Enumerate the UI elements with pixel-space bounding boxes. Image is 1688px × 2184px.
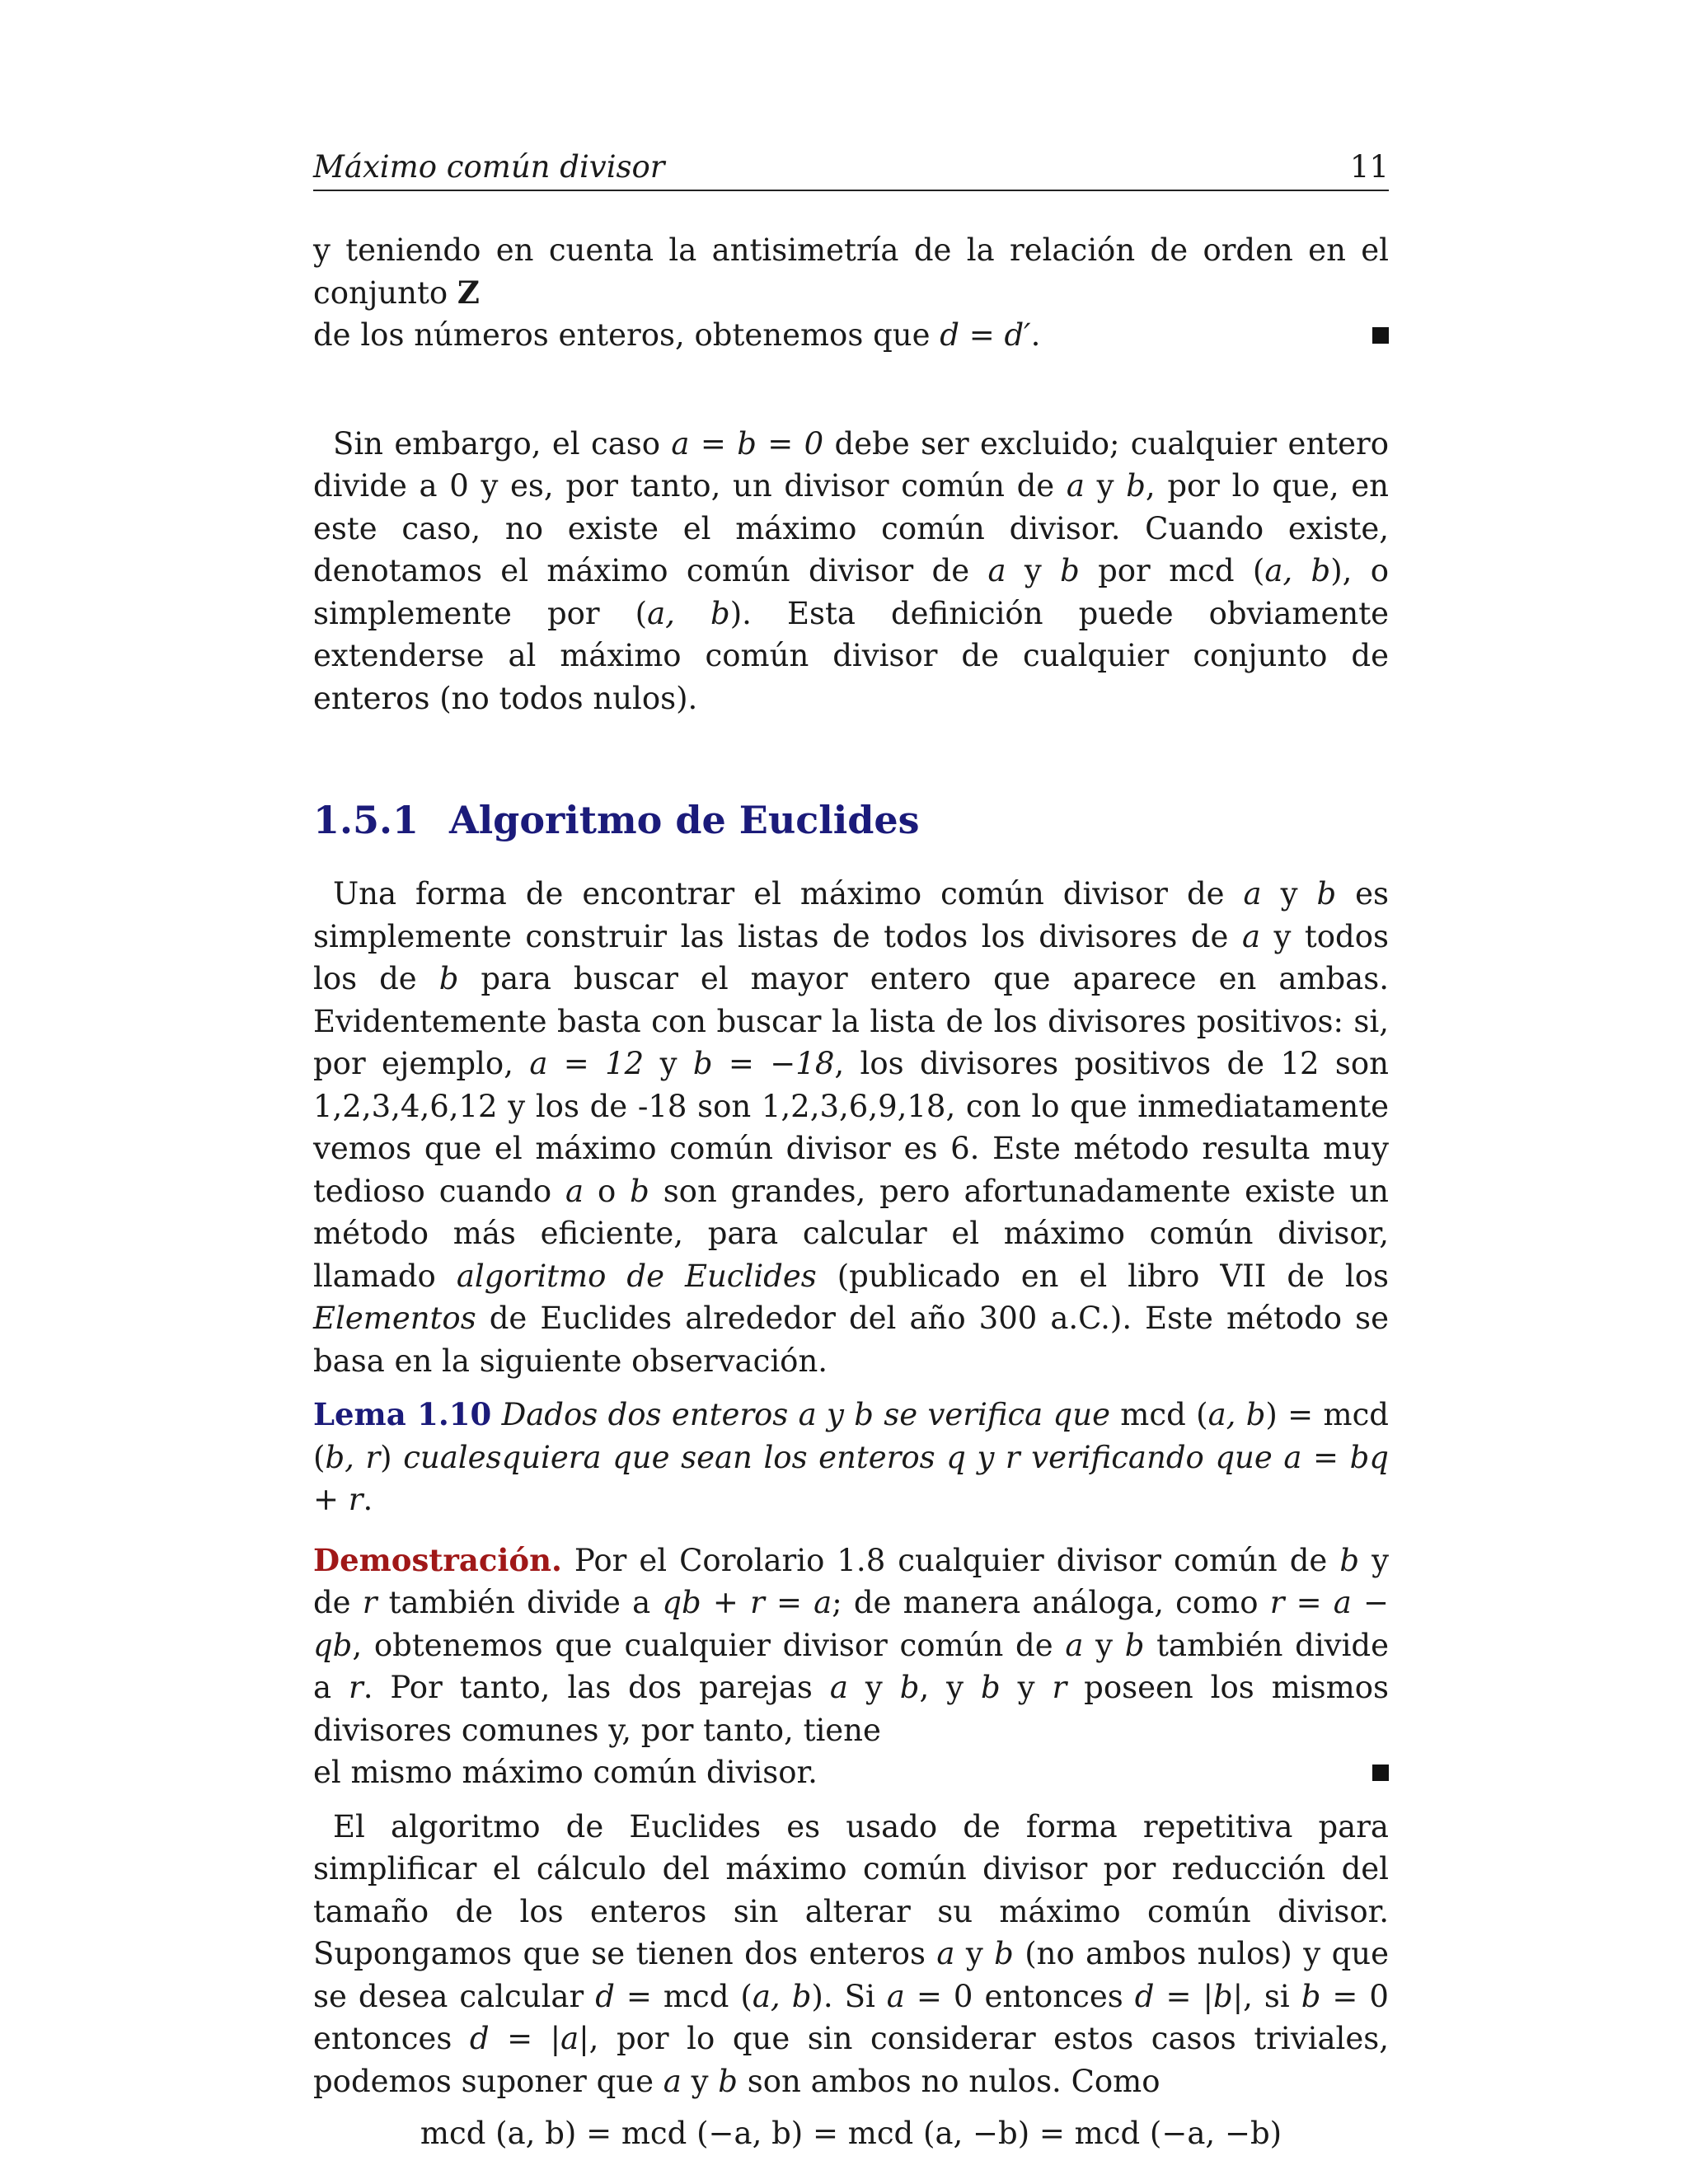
section-title: Algoritmo de Euclides <box>449 798 920 842</box>
running-header <box>313 148 1389 191</box>
lemma-label: Lema 1.10 <box>313 1396 492 1432</box>
proof-label: Demostración. <box>313 1541 562 1578</box>
integers-set-symbol: Z <box>457 274 480 311</box>
lemma-1-10: Lema 1.10 Dados dos enteros a y b se verifica que mcd (a, b) = mcd (b, r) cualesquiera que sean los enteros q y r verificando que a = bq + r. <box>313 1396 1389 1517</box>
paragraph-euclid-intro: Una forma de encontrar el máximo común divisor de a y b es simplemente construir las listas de todos los divisores de a y todos los de b para buscar el mayor entero que aparece en ambas. Evidentemente basta con buscar la lista de los divisores positivos: si, por ejemplo, a = 12 y b = −18, los divisores positivos de 12 son 1,2,3,4,6,12 y los de -18 son 1,2,3,6,9,18, con lo que inmediatamente vemos que el máximo común divisor es 6. Este método resulta muy tedioso cuando a o b son grandes, pero afortunadamente existe un método más eficiente, para calcular el máximo común divisor, llamado algoritmo de Euclides (publicado en el libro VII de los Elementos de Euclides alrededor del año 300 a.C.). Este método se basa en la siguiente observación. <box>313 876 1390 1379</box>
qed-square-icon <box>1372 327 1389 344</box>
running-title: Máximo común divisor <box>313 149 665 185</box>
display-equation: mcd (a, b) = mcd (−a, b) = mcd (a, −b) = mcd (−a, −b) <box>420 2116 1282 2151</box>
page <box>313 148 1389 2155</box>
section-number: 1.5.1 <box>313 798 420 842</box>
proof-block: Demostración. Por el Corolario 1.8 cualquier divisor común de b y de r también divide a qb + r = a; de manera análoga, como r = a − qb, obtenemos que cualquier divisor común de a y b también divide a r. Por tanto, las dos parejas a y b, y b y r poseen los mismos divisores comunes y, por tanto, tiene el mismo máximo común divisor. <box>313 1541 1389 1790</box>
paragraph-antisymmetry: y teniendo en cuenta la antisimetría de la relación de orden en el conjunto Z de los números enteros, obtenemos que d = d′. <box>313 232 1389 353</box>
paragraph-exclusion: Sin embargo, el caso a = b = 0 debe ser excluido; cualquier entero divide a 0 y es, por tanto, un divisor común de a y b, por lo que, en este caso, no existe el máximo común divisor. Cuando existe, denotamos el máximo común divisor de a y b por mcd (a, b), o simplemente por (a, b). Esta definición puede obviamente extenderse al máximo común divisor de cualquier conjunto de enteros (no todos nulos). <box>313 425 1390 716</box>
page-number: 11 <box>1349 149 1389 185</box>
paragraph-euclid-algorithm: El algoritmo de Euclides es usado de forma repetitiva para simplificar el cálculo del máximo común divisor por reducción del tamaño de los enteros sin alterar su máximo común divisor. Supongamos que se tienen dos enteros a y b (no ambos nulos) y que se desea calcular d = mcd (a, b). Si a = 0 entonces d = |b|, si b = 0 entonces d = |a|, por lo que sin considerar estos casos triviales, podemos suponer que a y b son ambos no nulos. Como <box>313 1808 1389 2099</box>
qed-square-icon <box>1372 1765 1389 1781</box>
section-heading <box>313 795 1389 845</box>
